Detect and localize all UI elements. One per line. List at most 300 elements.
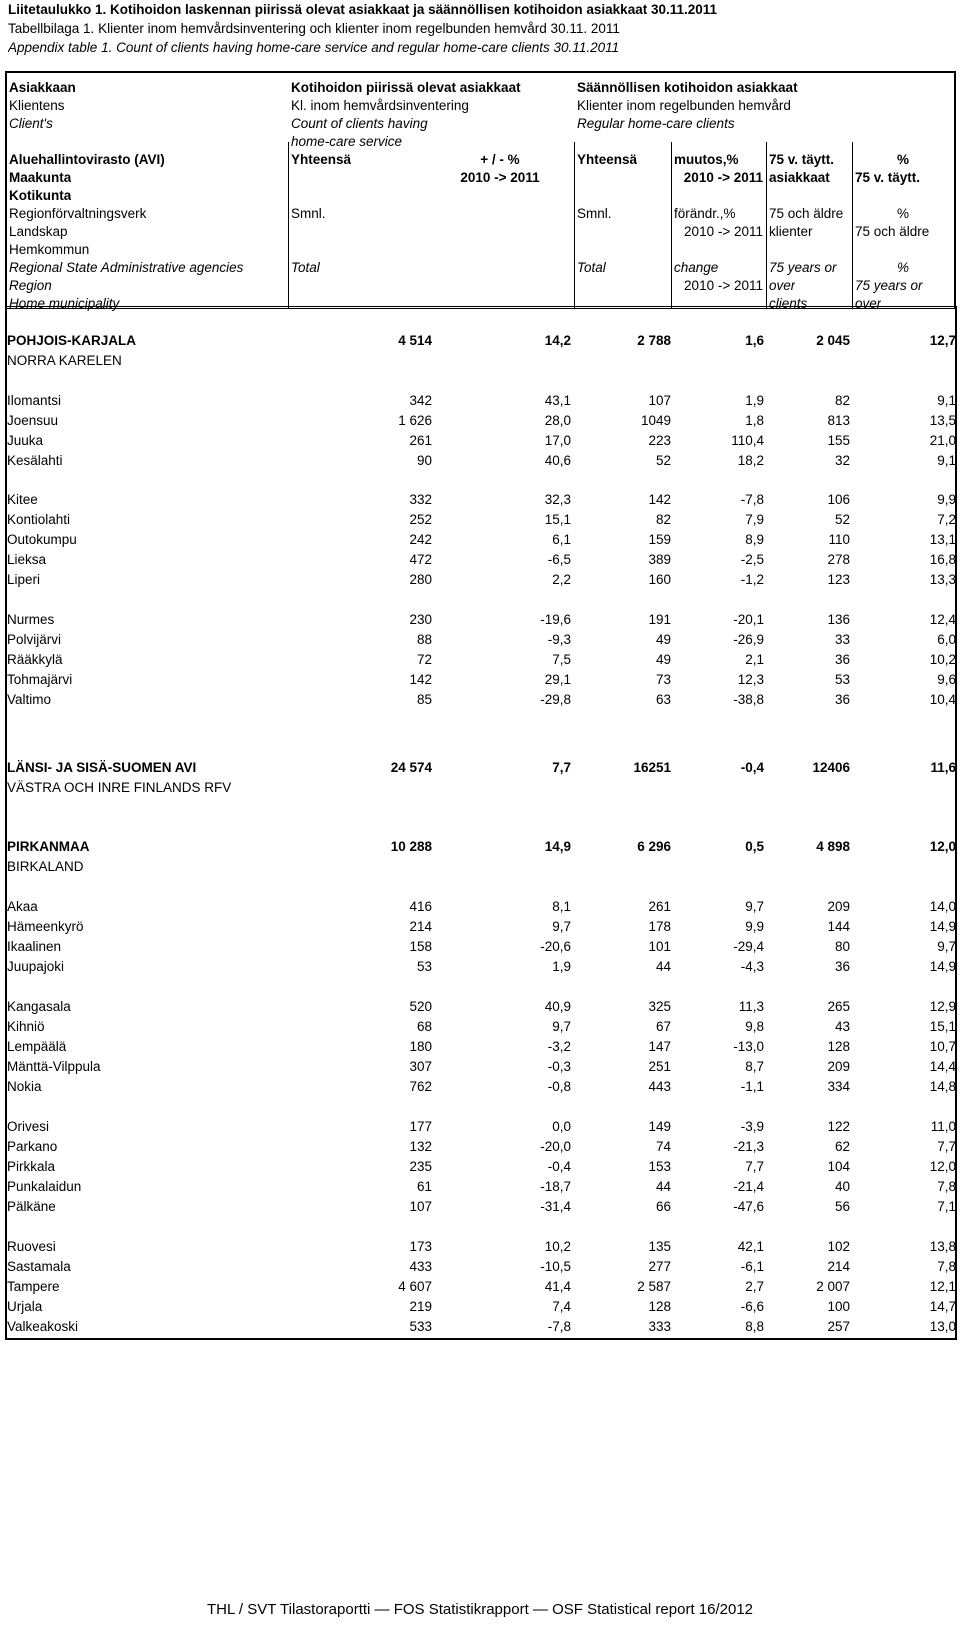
table-row: [7, 510, 956, 530]
cell-change: -0,3: [547, 1059, 571, 1074]
table-row: [7, 1017, 956, 1037]
table-row: [7, 997, 956, 1017]
group1-en1: Count of clients having: [291, 116, 428, 131]
cell-regular-total: 135: [648, 1239, 671, 1254]
cell-75plus-pct: 9,1: [937, 453, 956, 468]
cell-change: -9,3: [547, 632, 571, 647]
cell-regular-change: -1,1: [740, 1079, 764, 1094]
row-name: Orivesi: [7, 1119, 50, 1134]
header-divider: [288, 142, 289, 309]
cell-75plus-pct: 14,0: [929, 899, 956, 914]
cell-75plus-pct: 12,0: [929, 839, 956, 854]
cell-regular-total: 159: [648, 532, 671, 547]
row-name: Ikaalinen: [7, 939, 62, 954]
title-english: Appendix table 1. Count of clients having home-care service and regular home-care clients 30.11.2011: [8, 40, 620, 55]
cell-75plus: 104: [827, 1159, 850, 1174]
table-row: [7, 1197, 956, 1217]
cell-change: -18,7: [540, 1179, 571, 1194]
cell-regular-total: 82: [655, 512, 671, 527]
cell-regular-change: -47,6: [733, 1199, 764, 1214]
cell-75plus: 128: [827, 1039, 850, 1054]
cell-change: 9,7: [552, 919, 571, 934]
cell-75plus: 36: [834, 959, 850, 974]
cell-75plus-pct: 13,1: [929, 532, 956, 547]
header-sv-landskap: Landskap: [9, 224, 68, 239]
c5-sv2: klienter: [769, 224, 813, 239]
cell-regular-change: 8,8: [745, 1319, 764, 1334]
cell-regular-total: 1049: [640, 413, 671, 428]
cell-regular-total: 67: [655, 1019, 671, 1034]
c2-fi1: + / - %: [480, 152, 520, 167]
cell-change: 2,2: [552, 572, 571, 587]
cell-change: 29,1: [544, 672, 571, 687]
cell-change: -0,4: [547, 1159, 571, 1174]
row-name: Hämeenkyrö: [7, 919, 84, 934]
row-name: Mänttä-Vilppula: [7, 1059, 101, 1074]
cell-total: 173: [409, 1239, 432, 1254]
cell-75plus: 36: [834, 652, 850, 667]
cell-75plus-pct: 6,0: [937, 632, 956, 647]
cell-regular-total: 142: [648, 492, 671, 507]
cell-75plus: 52: [834, 512, 850, 527]
table-row: [7, 690, 956, 710]
cell-75plus-pct: 14,9: [929, 959, 956, 974]
header-klientens: Klientens: [9, 98, 65, 113]
row-name: Nokia: [7, 1079, 42, 1094]
cell-total: 219: [409, 1299, 432, 1314]
cell-regular-total: 74: [655, 1139, 671, 1154]
table-row: [7, 1057, 956, 1077]
table-row: [7, 1157, 956, 1177]
row-name: Akaa: [7, 899, 38, 914]
cell-total: 158: [409, 939, 432, 954]
c4-fi2: 2010 -> 2011: [683, 170, 763, 185]
cell-total: 230: [409, 612, 432, 627]
cell-change: 6,1: [552, 532, 571, 547]
cell-total: 342: [409, 393, 432, 408]
table-row: [7, 451, 956, 471]
cell-change: -29,8: [540, 692, 571, 707]
table-row: [7, 490, 956, 510]
cell-change: -10,5: [540, 1259, 571, 1274]
c3-fi: Yhteensä: [577, 152, 638, 167]
cell-change: 14,9: [544, 839, 571, 854]
cell-regular-total: 333: [648, 1319, 671, 1334]
cell-total: 762: [409, 1079, 432, 1094]
row-sub-name: NORRA KARELEN: [7, 353, 122, 368]
group2-sv: Klienter inom regelbunden hemvård: [577, 98, 791, 113]
table-row: [7, 550, 956, 570]
cell-change: 9,7: [552, 1019, 571, 1034]
cell-total: 280: [409, 572, 432, 587]
cell-75plus-pct: 7,8: [937, 1179, 956, 1194]
cell-75plus-pct: 12,4: [929, 612, 956, 627]
header-en-home: Home municipality: [9, 296, 120, 311]
table-row: [7, 1137, 956, 1157]
cell-regular-total: 2 788: [637, 333, 671, 348]
cell-75plus: 278: [827, 552, 850, 567]
cell-regular-change: 110,4: [731, 433, 764, 448]
cell-total: 61: [416, 1179, 432, 1194]
cell-75plus-pct: 12,0: [929, 1159, 956, 1174]
cell-regular-change: -4,3: [740, 959, 764, 974]
table-row: [7, 391, 956, 411]
table-row: [7, 1297, 956, 1317]
table-row: [7, 331, 956, 351]
cell-regular-change: -6,6: [740, 1299, 764, 1314]
cell-75plus-pct: 14,4: [929, 1059, 956, 1074]
group2-fi: Säännöllisen kotihoidon asiakkaat: [577, 80, 798, 95]
c2-fi2: 2010 -> 2011: [460, 170, 540, 185]
c5-fi2: asiakkaat: [769, 170, 830, 185]
cell-75plus: 136: [827, 612, 850, 627]
cell-regular-total: 63: [655, 692, 671, 707]
cell-regular-total: 128: [648, 1299, 671, 1314]
row-name: Pälkäne: [7, 1199, 56, 1214]
row-name: Lempäälä: [7, 1039, 67, 1054]
cell-75plus: 813: [827, 413, 850, 428]
row-name: Ilomantsi: [7, 393, 62, 408]
cell-75plus-pct: 12,1: [929, 1279, 956, 1294]
cell-total: 107: [409, 1199, 432, 1214]
table-row: [7, 1317, 956, 1337]
cell-75plus-pct: 7,8: [937, 1259, 956, 1274]
cell-regular-change: -1,2: [740, 572, 764, 587]
row-name: Pirkkala: [7, 1159, 56, 1174]
table-row: [7, 530, 956, 550]
cell-75plus-pct: 16,8: [929, 552, 956, 567]
cell-regular-total: 66: [655, 1199, 671, 1214]
cell-regular-total: 325: [648, 999, 671, 1014]
c4-en1: change: [674, 260, 719, 275]
cell-75plus: 265: [827, 999, 850, 1014]
cell-total: 24 574: [390, 760, 432, 775]
c6-sv1: %: [896, 206, 909, 221]
cell-75plus: 53: [834, 672, 850, 687]
row-name: POHJOIS-KARJALA: [7, 333, 137, 348]
row-name: Valkeakoski: [7, 1319, 79, 1334]
cell-75plus-pct: 13,3: [929, 572, 956, 587]
cell-regular-change: -0,4: [740, 760, 764, 775]
header-sv-avi: Regionförvaltningsverk: [9, 206, 147, 221]
table-row: [7, 431, 956, 451]
c6-en1: %: [896, 260, 909, 275]
row-name: Lieksa: [7, 552, 47, 567]
cell-75plus: 62: [834, 1139, 850, 1154]
cell-regular-total: 49: [655, 632, 671, 647]
cell-change: -20,0: [540, 1139, 571, 1154]
cell-change: -31,4: [540, 1199, 571, 1214]
row-name: Punkalaidun: [7, 1179, 82, 1194]
cell-change: 10,2: [544, 1239, 571, 1254]
cell-change: 28,0: [544, 413, 571, 428]
cell-75plus: 102: [827, 1239, 850, 1254]
cell-75plus-pct: 13,5: [929, 413, 956, 428]
cell-75plus-pct: 10,4: [929, 692, 956, 707]
row-name: Outokumpu: [7, 532, 77, 547]
cell-75plus: 4 898: [816, 839, 850, 854]
cell-75plus: 82: [834, 393, 850, 408]
cell-75plus: 209: [827, 899, 850, 914]
row-name: Urjala: [7, 1299, 43, 1314]
header-divider: [574, 142, 575, 309]
cell-change: 32,3: [544, 492, 571, 507]
group1-sv: Kl. inom hemvårdsinventering: [291, 98, 469, 113]
c1-sv: Smnl.: [291, 206, 326, 221]
row-name: Nurmes: [7, 612, 55, 627]
cell-regular-change: 1,8: [745, 413, 764, 428]
table-row: [7, 610, 956, 630]
cell-change: 41,4: [544, 1279, 571, 1294]
c4-fi1: muutos,%: [674, 152, 739, 167]
cell-regular-total: 16251: [633, 760, 671, 775]
cell-regular-change: -2,5: [740, 552, 764, 567]
cell-regular-total: 149: [648, 1119, 671, 1134]
cell-total: 1 626: [398, 413, 432, 428]
header-sv-hem: Hemkommun: [9, 242, 90, 257]
header-bottom-rule: [5, 306, 956, 307]
cell-change: 1,9: [552, 959, 571, 974]
cell-75plus-pct: 7,2: [937, 512, 956, 527]
cell-change: 40,6: [544, 453, 571, 468]
row-name: Ruovesi: [7, 1239, 56, 1254]
cell-regular-total: 44: [655, 1179, 671, 1194]
cell-change: 0,0: [552, 1119, 571, 1134]
cell-regular-change: -21,4: [733, 1179, 764, 1194]
row-name: Rääkkylä: [7, 652, 63, 667]
row-name: Kitee: [7, 492, 38, 507]
cell-75plus-pct: 9,6: [937, 672, 956, 687]
cell-total: 4 514: [398, 333, 432, 348]
cell-change: 14,2: [544, 333, 571, 348]
row-name: LÄNSI- JA SISÄ-SUOMEN AVI: [7, 760, 197, 775]
header-kotikunta: Kotikunta: [9, 188, 72, 203]
table-row: [7, 1257, 956, 1277]
cell-total: 261: [409, 433, 432, 448]
cell-75plus-pct: 11,0: [930, 1119, 956, 1134]
cell-total: 68: [416, 1019, 432, 1034]
cell-75plus: 155: [827, 433, 850, 448]
cell-change: 7,7: [552, 760, 571, 775]
c6-en3: over: [855, 296, 882, 311]
table-row: [7, 957, 956, 977]
cell-regular-total: 49: [655, 652, 671, 667]
cell-total: 235: [409, 1159, 432, 1174]
table-row: [7, 1237, 956, 1257]
row-name: Kihniö: [7, 1019, 45, 1034]
table-row: [7, 1117, 956, 1137]
c6-fi1: %: [896, 152, 909, 167]
header-avi: Aluehallintovirasto (AVI): [9, 152, 165, 167]
cell-total: 53: [416, 959, 432, 974]
title-swedish: Tabellbilaga 1. Klienter inom hemvårdsinventering och klienter inom regelbunden hemvård 30.11. 2011: [8, 21, 620, 36]
report-footer: THL / SVT Tilastoraportti — FOS Statistikrapport — OSF Statistical report 16/2012: [206, 1601, 754, 1618]
header-en-region: Region: [9, 278, 52, 293]
cell-total: 242: [409, 532, 432, 547]
cell-75plus-pct: 7,1: [937, 1199, 956, 1214]
cell-75plus-pct: 13,0: [929, 1319, 956, 1334]
cell-regular-total: 73: [655, 672, 671, 687]
c5-en3: clients: [769, 296, 808, 311]
cell-regular-total: 44: [655, 959, 671, 974]
c3-en: Total: [577, 260, 606, 275]
cell-total: 90: [416, 453, 432, 468]
cell-75plus: 257: [827, 1319, 850, 1334]
c4-sv2: 2010 -> 2011: [684, 224, 763, 239]
row-name: Sastamala: [7, 1259, 71, 1274]
cell-total: 252: [409, 512, 432, 527]
cell-regular-change: -7,8: [740, 492, 764, 507]
table-bottom-border: [5, 1338, 957, 1340]
table-row: [7, 897, 956, 917]
cell-total: 132: [409, 1139, 432, 1154]
cell-75plus: 106: [827, 492, 850, 507]
cell-75plus-pct: 14,9: [929, 919, 956, 934]
cell-regular-change: 2,7: [745, 1279, 764, 1294]
cell-total: 10 288: [390, 839, 432, 854]
cell-regular-change: -13,0: [733, 1039, 764, 1054]
header-en-avi: Regional State Administrative agencies: [9, 260, 244, 275]
row-name: Joensuu: [7, 413, 59, 428]
cell-total: 520: [409, 999, 432, 1014]
cell-75plus-pct: 15,1: [929, 1019, 956, 1034]
cell-75plus-pct: 9,1: [937, 393, 956, 408]
table-row: [7, 1177, 956, 1197]
c5-en2: over: [769, 278, 796, 293]
cell-75plus: 33: [834, 632, 850, 647]
cell-75plus-pct: 7,7: [937, 1139, 956, 1154]
c1-fi: Yhteensä: [291, 152, 352, 167]
cell-regular-change: 9,9: [745, 919, 764, 934]
cell-75plus: 100: [827, 1299, 850, 1314]
row-sub-name: VÄSTRA OCH INRE FINLANDS RFV: [7, 780, 232, 795]
cell-regular-change: -26,9: [733, 632, 764, 647]
title-finnish: Liitetaulukko 1. Kotihoidon laskennan piirissä olevat asiakkaat ja säännöllisen kotihoidon asiakkaat 30.11.2011: [8, 2, 718, 17]
cell-regular-change: -3,9: [740, 1119, 764, 1134]
cell-regular-total: 6 296: [637, 839, 671, 854]
cell-change: -19,6: [540, 612, 571, 627]
row-name: Tampere: [7, 1279, 60, 1294]
c3-sv: Smnl.: [577, 206, 612, 221]
cell-75plus-pct: 9,9: [937, 492, 956, 507]
cell-75plus-pct: 21,0: [929, 433, 956, 448]
c5-en1: 75 years or: [769, 260, 837, 275]
cell-regular-total: 223: [648, 433, 671, 448]
cell-75plus-pct: 13,8: [929, 1239, 956, 1254]
cell-total: 180: [409, 1039, 432, 1054]
cell-75plus-pct: 14,8: [929, 1079, 956, 1094]
cell-regular-change: 0,5: [745, 839, 764, 854]
cell-regular-change: 11,3: [738, 999, 764, 1014]
table-row: [7, 670, 956, 690]
cell-change: -7,8: [547, 1319, 571, 1334]
cell-total: 416: [409, 899, 432, 914]
cell-75plus: 110: [828, 532, 850, 547]
cell-change: 40,9: [544, 999, 571, 1014]
cell-change: -0,8: [547, 1079, 571, 1094]
cell-change: 15,1: [544, 512, 571, 527]
cell-75plus: 209: [827, 1059, 850, 1074]
cell-75plus: 2 007: [816, 1279, 850, 1294]
cell-change: 17,0: [544, 433, 571, 448]
cell-regular-total: 443: [648, 1079, 671, 1094]
table-row: [7, 1037, 956, 1057]
table-row: [7, 630, 956, 650]
cell-75plus-pct: 10,7: [929, 1039, 956, 1054]
row-name: Juuka: [7, 433, 44, 448]
header-divider: [766, 142, 767, 309]
table-row: [7, 1077, 956, 1097]
cell-75plus: 144: [827, 919, 850, 934]
cell-75plus-pct: 9,7: [937, 939, 956, 954]
table-row: [7, 650, 956, 670]
cell-change: 7,4: [552, 1299, 571, 1314]
row-name: Parkano: [7, 1139, 58, 1154]
c5-sv1: 75 och äldre: [769, 206, 844, 221]
row-name: Liperi: [7, 572, 41, 587]
cell-75plus: 40: [834, 1179, 850, 1194]
row-name: Kesälahti: [7, 453, 63, 468]
header-asiakkaan: Asiakkaan: [9, 80, 76, 95]
cell-75plus: 2 045: [816, 333, 850, 348]
table-row: [7, 937, 956, 957]
cell-regular-total: 160: [648, 572, 671, 587]
cell-regular-total: 153: [648, 1159, 671, 1174]
cell-total: 533: [409, 1319, 432, 1334]
cell-total: 433: [409, 1259, 432, 1274]
group1-en2: home-care service: [291, 134, 403, 149]
cell-75plus-pct: 12,7: [929, 333, 956, 348]
cell-total: 4 607: [398, 1279, 432, 1294]
cell-regular-total: 261: [648, 899, 671, 914]
cell-regular-change: 7,9: [745, 512, 764, 527]
row-name: Kangasala: [7, 999, 71, 1014]
cell-regular-change: -6,1: [740, 1259, 764, 1274]
row-sub-name: BIRKALAND: [7, 859, 84, 874]
cell-regular-change: 1,6: [745, 333, 764, 348]
cell-total: 214: [409, 919, 432, 934]
c4-sv1: förändr.,%: [674, 206, 736, 221]
cell-regular-change: 9,7: [745, 899, 764, 914]
title-block: [8, 0, 768, 57]
table-row: [7, 917, 956, 937]
cell-total: 177: [409, 1119, 432, 1134]
cell-75plus-pct: 12,9: [929, 999, 956, 1014]
cell-regular-change: 9,8: [745, 1019, 764, 1034]
table-row: [7, 411, 956, 431]
table-left-border: [5, 306, 7, 1339]
cell-total: 142: [409, 672, 432, 687]
cell-75plus-pct: 11,6: [930, 760, 956, 775]
cell-regular-total: 2 587: [637, 1279, 671, 1294]
cell-75plus-pct: 14,7: [929, 1299, 956, 1314]
c6-sv2: 75 och äldre: [855, 224, 930, 239]
cell-regular-total: 191: [648, 612, 671, 627]
cell-regular-change: 42,1: [737, 1239, 764, 1254]
cell-regular-change: -21,3: [733, 1139, 764, 1154]
cell-change: -6,5: [547, 552, 571, 567]
c6-fi2: 75 v. täytt.: [855, 170, 921, 185]
cell-total: 85: [416, 692, 432, 707]
cell-regular-change: 18,2: [737, 453, 764, 468]
cell-total: 332: [409, 492, 432, 507]
cell-total: 307: [409, 1059, 432, 1074]
table-row: [7, 837, 956, 857]
table-row: [7, 570, 956, 590]
header-maakunta: Maakunta: [9, 170, 72, 185]
cell-75plus-pct: 10,2: [929, 652, 956, 667]
cell-regular-total: 277: [648, 1259, 671, 1274]
